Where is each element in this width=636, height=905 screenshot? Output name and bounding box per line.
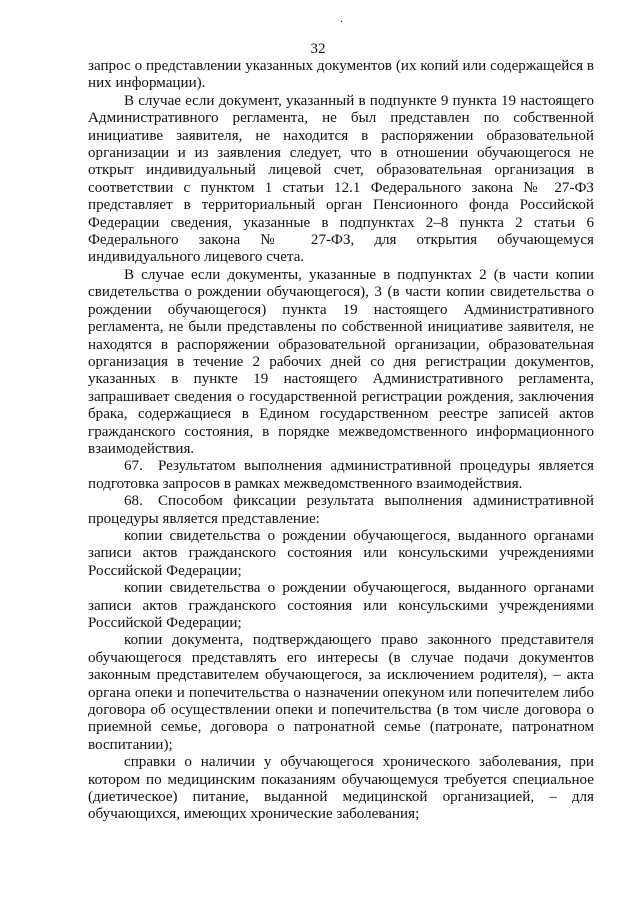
paragraph-continuation: запрос о представлении указанных документов (их копий или содержащейся в них информации).	[88, 58, 594, 92]
scan-dot: ·	[340, 17, 344, 28]
paragraph-account-opening: В случае если документ, указанный в подпункте 9 пункта 19 настоящего Административного регламента, не был представлен по собственной инициативе заявителя, не находится в распоряжении образовательной организации и из заявления следует, что в отношении обучающегося не открыт индивидуальный лицевой счет, образовательная организация в соответствии с пунктом 1 статьи 12.1 Федерального закона № 27-ФЗ представляет в территориальный орган Пенсионного фонда Российской Федерации сведения, указанные в подпунктах 2–8 пункта 2 статьи 6 Федерального закона № 27-ФЗ, для открытия обучающемуся индивидуального лицевого счета.	[88, 92, 594, 266]
page-number: 32	[310, 41, 326, 57]
list-item-birth-certificate-1: копии свидетельства о рождении обучающегося, выданного органами записи актов гражданского состояния или консульскими учреждениями Российской Федерации;	[88, 527, 594, 579]
list-item-birth-certificate-2: копии свидетельства о рождении обучающегося, выданного органами записи актов гражданского состояния или консульскими учреждениями Российской Федерации;	[88, 580, 594, 631]
paragraph-birth-records-request: В случае если документы, указанные в подпунктах 2 (в части копии свидетельства о рождении обучающегося), 3 (в части копии свидетельства о рождении обучающегося) пункта 19 настоящего Административного регламента, не были представлены по собственной инициативе заявителя, не находятся в распоряжении образовательной организации, образовательная организация в течение 2 рабочих дней со дня регистрации документов, указанных в пункте 19 настоящего Административного регламента, запрашивает сведения о государственной регистрации рождения, заключения брака, содержащиеся в Едином государственном реестре записей актов гражданского состояния, в порядке межведомственного информационного взаимодействия.	[88, 266, 594, 457]
list-item-representative-document: копии документа, подтверждающего право законного представителя обучающегося представлять его интересы (в случае подачи документов законным представителем обучающегося, за исключением родителя), – акта органа опеки и попечительства о назначении опекуном или попечителем либо договора об осуществлении опеки и попечительства (в том числе договора о приемной семье, договора о патронатной семье (патронате, патронатном воспитании);	[88, 632, 594, 753]
paragraph-67: 67. Результатом выполнения административной процедуры является подготовка запросов в рамках межведомственного взаимодействия.	[88, 458, 594, 492]
paragraph-68: 68. Способом фиксации результата выполнения административной процедуры является представление:	[88, 493, 594, 527]
body-text	[88, 58, 594, 824]
list-item-medical-certificate: справки о наличии у обучающегося хронического заболевания, при котором по медицинским показаниям обучающемуся требуется специальное (диетическое) питание, выданной медицинской организацией, – для обучающихся, имеющих хронические заболевания;	[88, 754, 594, 823]
